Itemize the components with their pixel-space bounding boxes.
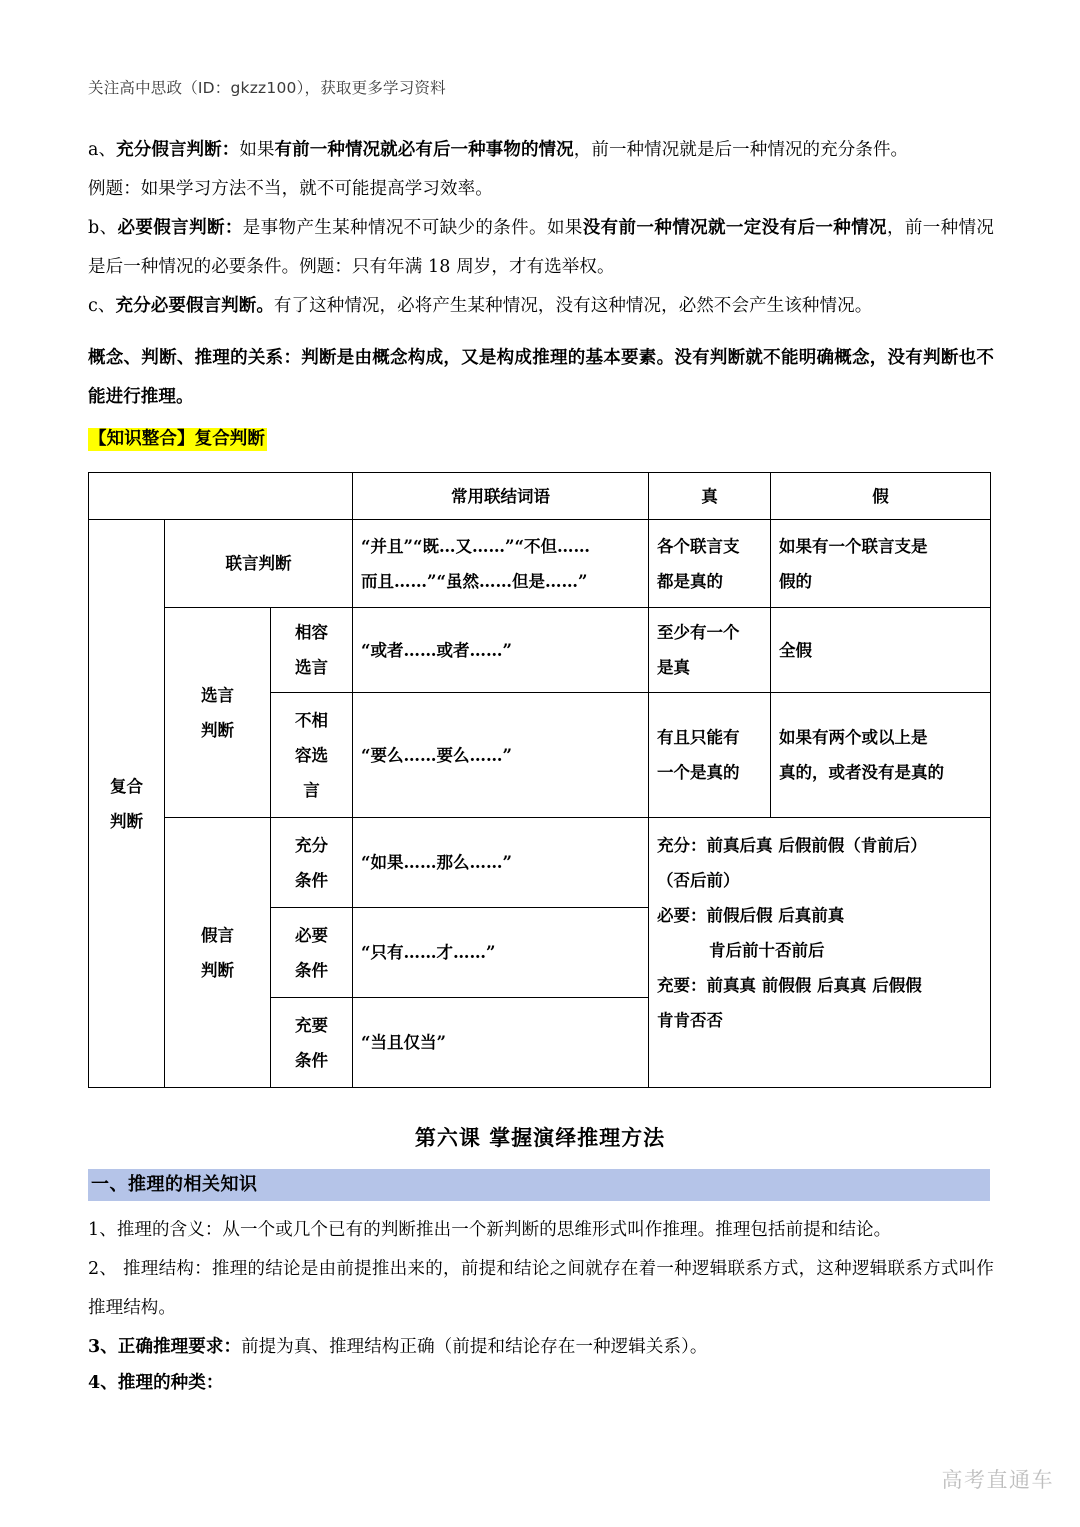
paragraph-necessary-sufficient-hypothetical xyxy=(88,287,994,326)
running-header: 关注高中思政（ID：gkzz100），获取更多学习资料 xyxy=(88,79,446,97)
compound-judgment-table-wrap xyxy=(88,472,990,1088)
true-line-2: 一个是真的 xyxy=(657,763,740,782)
cell-subtype-biconditional xyxy=(271,998,353,1088)
subtype-line-2: 条件 xyxy=(295,960,329,980)
run: a、 xyxy=(88,140,117,160)
item-reasoning-structure xyxy=(88,1250,994,1328)
rule-line-2: （否后前） xyxy=(657,871,740,890)
type-label-l1: 假言 xyxy=(201,925,234,945)
highlight-label: 【知识整合】复合判断 xyxy=(89,429,265,449)
table-row-hypothetical-sufficient xyxy=(89,818,991,908)
header-cell-false: 假 xyxy=(771,473,991,520)
run: ，前一种情况就是后一种情况的充分条件。 xyxy=(573,140,909,160)
type-label-l2: 判断 xyxy=(201,960,234,980)
cell-false-inclusive: 全假 xyxy=(771,608,991,693)
cell-subtype-sufficient-condition xyxy=(271,818,353,908)
run: 如果 xyxy=(239,140,275,160)
cell-connectives-exclusive: “要么……要么……” xyxy=(353,693,649,818)
true-line-1: 至少有一个 xyxy=(657,623,740,642)
false-line-2: 假的 xyxy=(779,571,813,591)
cell-connectives-conjunctive xyxy=(353,520,649,608)
item-reasoning-meaning xyxy=(88,1211,994,1250)
paragraph-concept-judgment-reasoning-relation xyxy=(88,339,994,417)
run-bold: 充分假言判断： xyxy=(116,140,240,160)
false-line-2: 真的，或者没有是真的 xyxy=(779,763,945,782)
subtype-line-1: 充要 xyxy=(295,1015,329,1035)
subtype-line-2: 条件 xyxy=(295,870,329,890)
rule-line-6: 肯肯否否 xyxy=(657,1011,724,1030)
knowledge-integration-heading xyxy=(88,420,994,459)
root-label-l2: 判断 xyxy=(110,811,143,831)
cell-connectives-necessary: “只有……才……” xyxy=(353,908,649,998)
run-bold: 充分必要假言判断。 xyxy=(115,296,274,316)
rule-line-3: 必要：前假后假 后真前真 xyxy=(657,906,845,925)
run: 例题：如果学习方法不当，就不可能提高学习效率。 xyxy=(88,179,493,199)
true-line-2: 是真 xyxy=(657,658,691,677)
cell-connectives-inclusive: “或者……或者……” xyxy=(353,608,649,693)
paragraph-sufficient-hypothetical xyxy=(88,131,994,170)
cell-connectives-biconditional: “当且仅当” xyxy=(353,998,649,1088)
type-label-l1: 选言 xyxy=(201,685,234,705)
subtype-line-3: 言 xyxy=(303,780,320,800)
compound-judgment-table xyxy=(88,472,991,1088)
cell-true-exclusive xyxy=(649,693,771,818)
subtype-line-2: 条件 xyxy=(295,1050,329,1070)
run: 是事物产生某种情况不可缺少的条件。如果 xyxy=(242,218,583,238)
rule-line-4: 肯后前十否前后 xyxy=(709,941,825,960)
watermark: 高考直通车 xyxy=(941,1468,1054,1492)
paragraph-necessary-hypothetical xyxy=(88,209,994,287)
course-title: 第六课 掌握演绎推理方法 xyxy=(414,1125,666,1150)
cell-type-conjunctive: 联言判断 xyxy=(165,520,353,608)
false-line-1: 如果有两个或以上是 xyxy=(779,728,928,747)
subtype-line-2: 容选 xyxy=(295,745,329,765)
true-line-1: 各个联言支 xyxy=(657,536,740,556)
cell-true-conjunctive xyxy=(649,520,771,608)
cell-false-exclusive xyxy=(771,693,991,818)
root-label-l1: 复合 xyxy=(110,776,143,796)
false-line-1: 如果有一个联言支是 xyxy=(779,536,928,556)
run-bold: 4、推理的种类： xyxy=(88,1373,224,1393)
table-header-row xyxy=(89,473,991,520)
cell-false-conjunctive xyxy=(771,520,991,608)
run-bold: 3、正确推理要求： xyxy=(88,1337,242,1357)
run: b、 xyxy=(88,218,118,238)
cell-type-disjunctive xyxy=(165,608,271,818)
type-label-l2: 判断 xyxy=(201,720,234,740)
true-line-2: 都是真的 xyxy=(657,571,724,591)
cell-hypothetical-truth-rules xyxy=(649,818,991,1088)
cell-connectives-sufficient: “如果……那么……” xyxy=(353,818,649,908)
run: ，前一种情况是后一种情况的必要条件。例题：只有年满 18 周岁，才有选举权。 xyxy=(88,218,995,277)
item-reasoning-types xyxy=(88,1364,994,1403)
table-row-conjunctive xyxy=(89,520,991,608)
connective-line-2: 而且……”“虽然……但是……” xyxy=(361,571,588,591)
header-cell-blank xyxy=(89,473,353,520)
header-cell-connectives: 常用联结词语 xyxy=(353,473,649,520)
rule-line-5: 充要：前真真 前假假 后真真 后假假 xyxy=(657,976,922,995)
run-bold: 必要假言判断： xyxy=(117,218,243,238)
cell-subtype-exclusive-disjunction xyxy=(271,693,353,818)
table-row-disjunctive-inclusive xyxy=(89,608,991,693)
cell-subtype-inclusive-disjunction xyxy=(271,608,353,693)
subtype-line-1: 充分 xyxy=(295,835,329,855)
subtype-line-1: 不相 xyxy=(295,710,329,730)
run-bold: 概念、判断、推理的关系：判断是由概念构成，又是构成推理的基本要素。没有判断就不能明确概念，没有判断也不能进行推理。 xyxy=(88,348,994,407)
run-bold: 有前一种情况就必有后一种事物的情况 xyxy=(274,140,574,160)
cell-root-compound-judgment xyxy=(89,520,165,1088)
cell-subtype-necessary-condition xyxy=(271,908,353,998)
item-correct-reasoning-requirement xyxy=(88,1328,994,1367)
run: c、 xyxy=(88,296,116,316)
section-bar-reasoning-knowledge: 一、推理的相关知识 xyxy=(88,1169,990,1201)
subtype-line-1: 必要 xyxy=(295,925,329,945)
paragraph-example-a xyxy=(88,170,994,209)
connective-line-1: “并且”“既…又……”“不但…… xyxy=(361,536,590,556)
rule-line-1: 充分：前真后真 后假前假（肯前后） xyxy=(657,836,927,855)
cell-type-hypothetical xyxy=(165,818,271,1088)
true-line-1: 有且只能有 xyxy=(657,728,740,747)
header-cell-true: 真 xyxy=(649,473,771,520)
subtype-line-1: 相容 xyxy=(295,623,329,642)
run: 1、推理的含义：从一个或几个已有的判断推出一个新判断的思维形式叫作推理。推理包括前提和结论。 xyxy=(88,1220,892,1240)
run: 前提为真、推理结构正确（前提和结论存在一种逻辑关系）。 xyxy=(241,1337,708,1357)
run: 有了这种情况，必将产生某种情况，没有这种情况，必然不会产生该种情况。 xyxy=(273,296,873,316)
cell-true-inclusive xyxy=(649,608,771,693)
subtype-line-2: 选言 xyxy=(295,658,329,677)
run-bold: 没有前一种情况就一定没有后一种情况 xyxy=(582,218,887,238)
run: 2、 推理结构：推理的结论是由前提推出来的，前提和结论之间就存在着一种逻辑联系方式，这种逻辑联系方式叫作推理结构。 xyxy=(88,1259,994,1318)
